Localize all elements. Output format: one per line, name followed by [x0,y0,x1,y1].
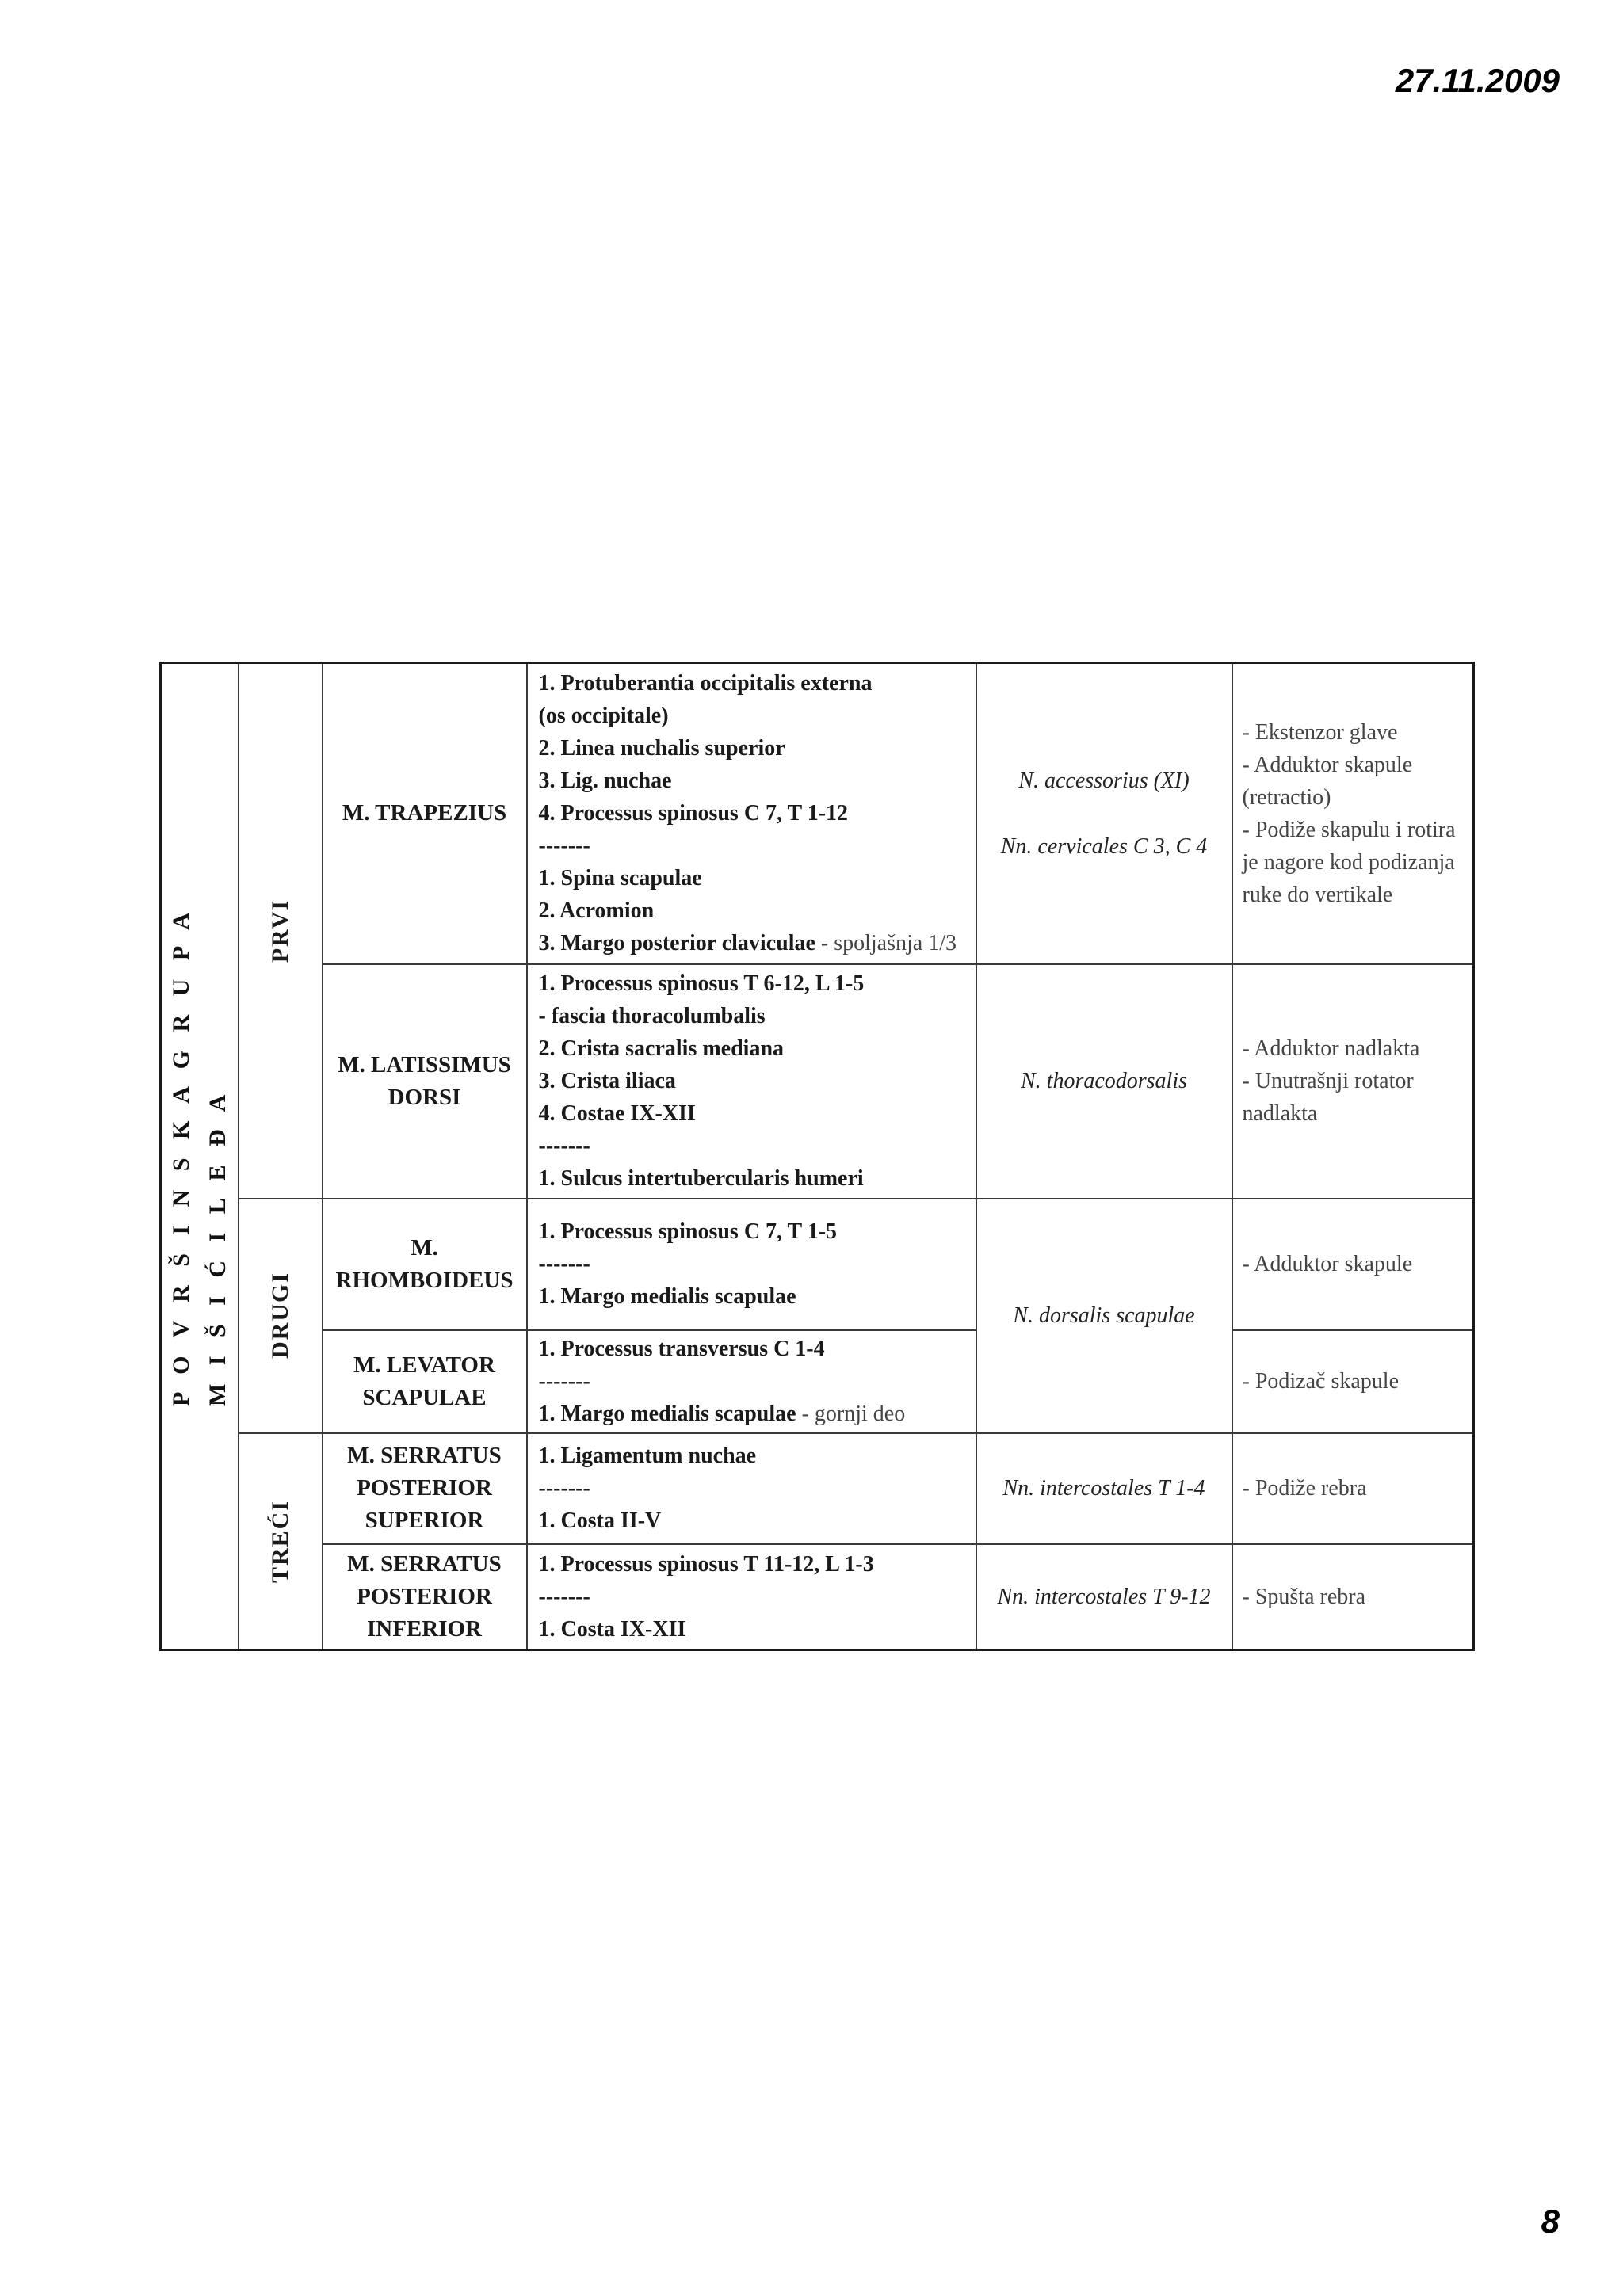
function-line: - Podiže skapulu i rotira [1242,817,1456,842]
origin-separator: ------- [538,833,590,859]
muscle-name: M. SERRATUS [347,1443,502,1468]
origin-line: 3. Crista iliaca [538,1069,676,1093]
muscle-name-cell [323,1433,527,1544]
origin-insertion-cell [527,1544,976,1650]
nerve-text: N. thoracodorsalis [1020,1069,1188,1093]
origin-line: 3. Lig. nuchae [538,769,672,794]
origin-line: - fascia thoracolumbalis [538,1004,766,1028]
origin-insertion-cell [527,1433,976,1544]
origin-separator: ------- [538,1134,590,1158]
subgroup-cell-treci [239,1433,323,1650]
group-label-cell [161,663,239,1650]
subgroup-label-treci: TREĆI [266,1499,293,1583]
origin-separator: ------- [538,1252,590,1276]
muscle-name: M. LATISSIMUS [338,1051,511,1077]
subgroup-label-drugi: DRUGI [266,1272,293,1360]
function-line: - Ekstenzor glave [1242,719,1398,745]
function-cell [1232,1544,1474,1650]
origin-line: 1. Processus transversus C 1-4 [538,1337,825,1361]
group-label [162,906,238,1406]
page-date: 27.11.2009 [1395,62,1560,99]
muscle-name: M. [411,1234,438,1261]
nerve-cell [976,1199,1232,1433]
back-muscles-table [159,662,1475,1651]
function-line: - Podiže rebra [1242,1476,1367,1501]
function-cell [1232,1199,1474,1330]
origin-separator: ------- [538,1369,590,1394]
function-line: - Spušta rebra [1242,1584,1366,1609]
origin-line: 1. Processus spinosus T 6-12, L 1-5 [538,971,865,996]
muscle-name-cell [323,1199,527,1330]
table-row [161,1544,1474,1650]
origin-insertion-cell [527,1330,976,1433]
nerve-text: N. accessorius (XI) [1018,768,1190,793]
function-cell [1232,663,1474,964]
origin-line: 4. Processus spinosus C 7, T 1-12 [538,801,849,826]
nerve-text: Nn. intercostales T 9-12 [997,1584,1211,1609]
muscle-name-cell [323,663,527,964]
origin-line: 2. Linea nuchalis superior [538,736,785,761]
table-row [161,1433,1474,1544]
group-label-line-2: P O V R Š I N S K A G R U P A [167,906,194,1406]
group-label-line-1: M I Š I Ć I L E Đ A [204,1088,231,1406]
function-cell [1232,1330,1474,1433]
origin-insertion-cell [527,1199,976,1330]
subgroup-cell-prvi [239,663,323,1199]
origin-line: 1. Protuberantia occipitalis externa [538,671,873,696]
nerve-text: N. dorsalis scapulae [1013,1303,1195,1328]
nerve-cell [976,964,1232,1199]
subgroup-label-prvi: PRVI [266,898,293,963]
insertion-line: 1. Margo medialis scapulae - gornji deo [538,1402,906,1426]
origin-insertion-cell [527,663,976,964]
origin-line: 4. Costae IX-XII [538,1101,696,1126]
insertion-line: 1. Costa II-V [538,1508,662,1533]
muscle-name: DORSI [388,1084,461,1110]
function-line: nadlakta [1242,1101,1318,1126]
muscle-name: POSTERIOR [357,1475,492,1501]
muscle-name: M. LEVATOR [353,1352,495,1378]
function-line: - Adduktor skapule [1242,752,1413,777]
function-line: - Adduktor skapule [1242,1252,1413,1276]
origin-separator: ------- [538,1584,590,1609]
origin-insertion-cell [527,964,976,1199]
origin-separator: ------- [538,1476,590,1501]
muscle-name-cell [323,964,527,1199]
muscle-name: SUPERIOR [365,1508,484,1533]
insertion-line: 2. Acromion [538,898,655,924]
origin-line: 1. Processus spinosus C 7, T 1-5 [538,1219,838,1244]
function-line: je nagore kod podizanja [1242,849,1455,875]
nerve-cell [976,1433,1232,1544]
muscle-name: SCAPULAE [362,1384,487,1410]
function-line: - Adduktor nadlakta [1242,1036,1420,1061]
muscle-name: M. TRAPEZIUS [342,800,507,826]
insertion-line: 3. Margo posterior claviculae - spoljašnja 1/3 [538,931,957,956]
table-row [161,1199,1474,1330]
muscle-name-cell [323,1544,527,1650]
muscle-name: POSTERIOR [357,1583,492,1609]
muscle-name: INFERIOR [366,1615,482,1642]
origin-line: 2. Crista sacralis mediana [538,1036,785,1061]
muscle-name: RHOMBOIDEUS [335,1267,514,1293]
origin-line: 1. Processus spinosus T 11-12, L 1-3 [538,1551,874,1577]
function-line: - Podizač skapule [1242,1369,1399,1394]
insertion-line: 1. Costa IX-XII [538,1616,686,1642]
insertion-line: 1. Margo medialis scapulae [538,1284,796,1309]
nerve-text: Nn. cervicales C 3, C 4 [1000,833,1208,859]
page-number: 8 [1541,2203,1560,2240]
table-row [161,663,1474,964]
nerve-cell [976,1544,1232,1650]
function-cell [1232,1433,1474,1544]
origin-line: (os occipitale) [538,704,669,729]
insertion-line: 1. Spina scapulae [538,866,702,891]
subgroup-cell-drugi [239,1199,323,1433]
table-row [161,964,1474,1199]
table-row [161,1330,1474,1433]
muscle-name-cell [323,1330,527,1433]
muscle-name: M. SERRATUS [347,1550,502,1577]
insertion-line: 1. Sulcus intertubercularis humeri [538,1166,864,1191]
nerve-text: Nn. intercostales T 1-4 [1002,1476,1205,1501]
origin-line: 1. Ligamentum nuchae [538,1444,757,1468]
function-line: (retractio) [1242,784,1331,810]
function-line: ruke do vertikale [1242,882,1393,907]
nerve-cell [976,663,1232,964]
function-cell [1232,964,1474,1199]
function-line: - Unutrašnji rotator [1242,1069,1414,1093]
